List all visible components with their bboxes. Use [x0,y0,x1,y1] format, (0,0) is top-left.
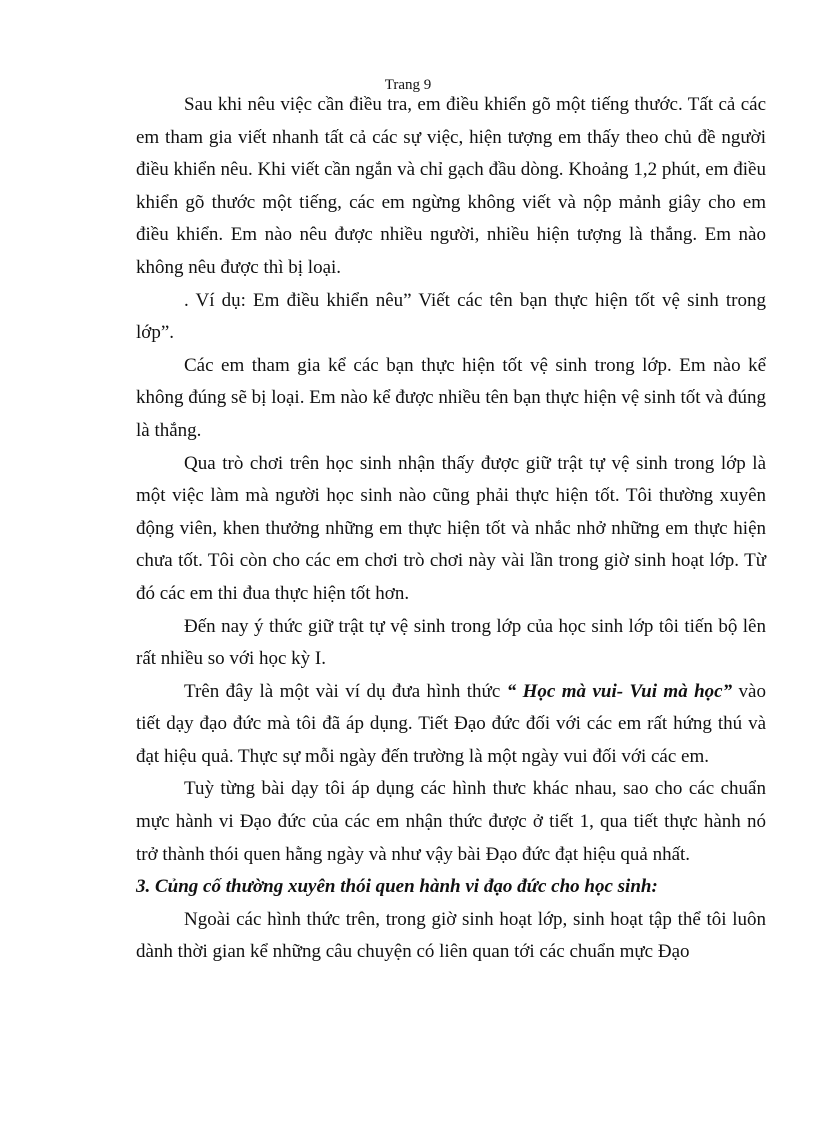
page-number: Trang 9 [384,77,432,93]
document-body [136,89,766,969]
summary-emphasis: “ Học mà vui- Vui mà học” [506,680,733,702]
paragraph-participation: Các em tham gia kể các bạn thực hiện tốt vệ sinh trong lớp. Em nào kể không đúng sẽ bị loại. Em nào kể được nhiều tên bạn thực hiện vệ sinh tốt và đúng là thắng. [136,354,766,441]
paragraph-application: Tuỳ từng bài dạy tôi áp dụng các hình thưc khác nhau, sao cho các chuẩn mực hành vi Đạo đức của các em nhận thức được ở tiết 1, qua tiết thực hành nó trở thành thói quen hằng ngày và như vậy bài Đạo đức đạt hiệu quả nhất. [136,778,766,865]
paragraph-summary [136,676,766,774]
summary-text-after: vào tiết dạy đạo đức mà tôi đã áp dụng. Tiết Đạo đức đối với các em rất hứng thú và đạt hiệu quả. Thực sự mỗi ngày đến trường là một ngày vui đối với các em. [136,680,766,767]
paragraph-other-forms: Ngoài các hình thức trên, trong giờ sinh hoạt lớp, sinh hoạt tập thể tôi luôn dành thời gian kể những câu chuyện có liên quan tới các chuẩn mực Đạo [136,908,766,963]
summary-text-before: Trên đây là một vài ví dụ đưa hình thức [184,680,507,702]
section-heading: 3. Củng cố thường xuyên thói quen hành vi đạo đức cho học sinh: [136,876,658,898]
paragraph-example: . Ví dụ: Em điều khiển nêu” Viết các tên bạn thực hiện tốt vệ sinh trong lớp”. [136,289,766,344]
paragraph-outcome: Qua trò chơi trên học sinh nhận thấy được giữ trật tự vệ sinh trong lớp là một việc làm mà người học sinh nào cũng phải thực hiện tốt. Tôi thường xuyên động viên, khen thưởng những em thực hiện tốt và nhắc nhở những em thực hiện chưa tốt. Tôi còn cho các em chơi trò chơi này vài lần trong giờ sinh hoạt lớp. Từ đó các em thi đua thực hiện tốt hơn. [136,452,766,604]
paragraph-game-rules: Sau khi nêu việc cần điều tra, em điều khiển gõ một tiếng thước. Tất cả các em tham gia viết nhanh tất cả các sự việc, hiện tượng em thấy theo chủ đề người điều khiển nêu. Khi viết cần ngắn và chỉ gạch đầu dòng. Khoảng 1,2 phút, em điều khiển gõ thước một tiếng, các em ngừng không viết và nộp mảnh giây cho em điều khiển. Em nào nêu được nhiều người, nhiều hiện tượng là thắng. Em nào không nêu được thì bị loại. [136,94,766,278]
paragraph-progress: Đến nay ý thức giữ trật tự vệ sinh trong lớp của học sinh lớp tôi tiến bộ lên rất nhiều so với học kỳ I. [136,615,766,670]
